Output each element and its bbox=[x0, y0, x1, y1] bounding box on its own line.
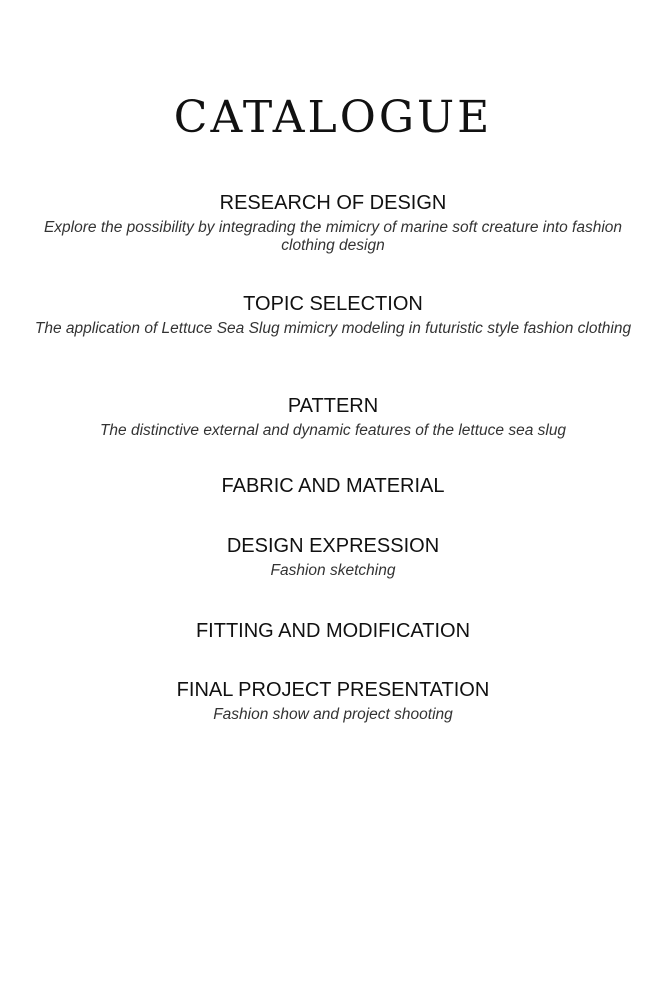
entry-heading: TOPIC SELECTION bbox=[243, 293, 423, 315]
entry-heading: RESEARCH OF DESIGN bbox=[219, 192, 447, 214]
catalogue-entry-final-project-presentation bbox=[30, 678, 636, 724]
entry-description: Fashion sketching bbox=[270, 562, 396, 579]
page-title: CATALOGUE bbox=[173, 92, 493, 143]
catalogue-entry-topic-selection bbox=[30, 292, 636, 338]
entry-heading: DESIGN EXPRESSION bbox=[226, 535, 440, 557]
entry-description: The distinctive external and dynamic features of the lettuce sea slug bbox=[99, 422, 567, 439]
entry-description: Explore the possibility by integrading the mimicry of marine soft creature into fashion clothing design bbox=[43, 219, 623, 254]
entry-heading: FINAL PROJECT PRESENTATION bbox=[176, 679, 490, 701]
entry-heading: PATTERN bbox=[287, 395, 379, 417]
catalogue-entry-design-expression bbox=[30, 534, 636, 580]
entry-heading: FABRIC AND MATERIAL bbox=[221, 475, 445, 497]
entry-description: The application of Lettuce Sea Slug mimicry modeling in futuristic style fashion clothing bbox=[34, 320, 632, 337]
catalogue-entry-fitting-and-modification bbox=[30, 619, 636, 643]
catalogue-entry-pattern bbox=[30, 394, 636, 440]
catalogue-entry-fabric-and-material bbox=[30, 474, 636, 498]
entry-heading: FITTING AND MODIFICATION bbox=[195, 620, 471, 642]
catalogue-entry-research-of-design bbox=[30, 191, 636, 255]
entry-description: Fashion show and project shooting bbox=[213, 706, 453, 723]
